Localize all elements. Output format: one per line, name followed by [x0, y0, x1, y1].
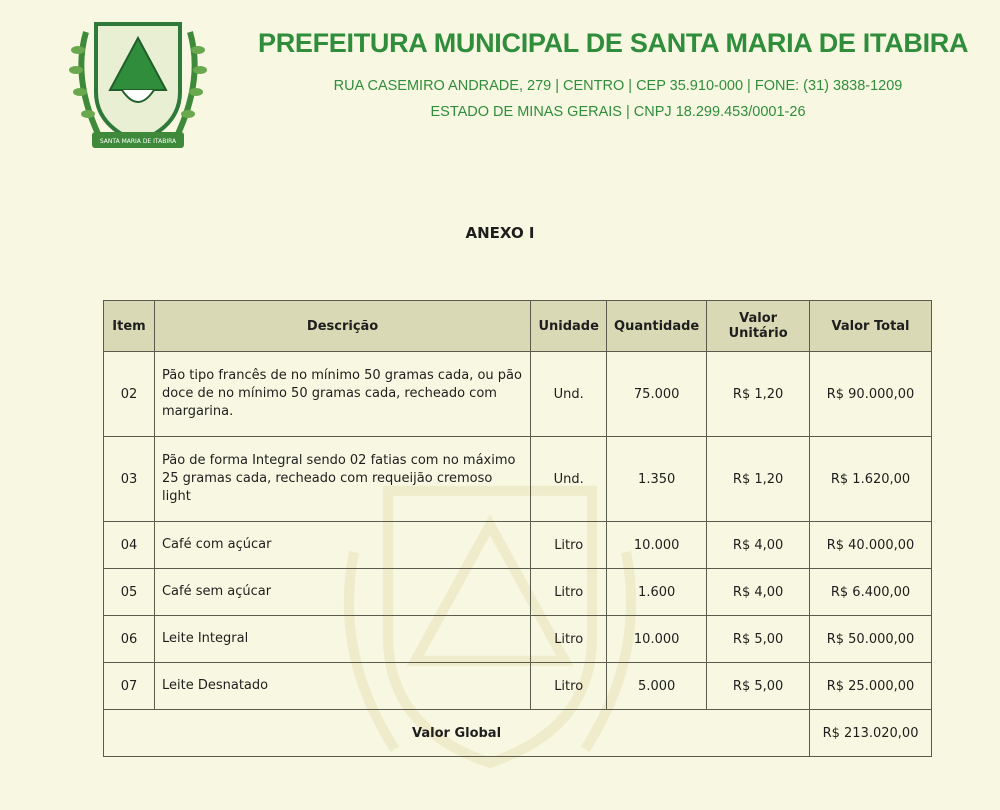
- annex-title: ANEXO I: [465, 224, 535, 242]
- quantity-cell: 5.000: [607, 663, 707, 710]
- quantity-cell: 1.600: [607, 569, 707, 616]
- unit-value-cell: R$ 5,00: [707, 616, 810, 663]
- svg-text:SANTA MARIA DE ITABIRA: SANTA MARIA DE ITABIRA: [99, 138, 177, 145]
- table-header-row: [104, 301, 932, 352]
- unit-cell: Litro: [531, 569, 607, 616]
- total-value-cell: R$ 25.000,00: [810, 663, 932, 710]
- description-cell: Pão de forma Integral sendo 02 fatias com no máximo 25 gramas cada, recheado com requeijão cremoso light: [154, 437, 530, 522]
- header-unit-value: Valor Unitário: [707, 301, 810, 352]
- description-cell: Leite Desnatado: [154, 663, 530, 710]
- global-total-row: [104, 710, 932, 757]
- item-cell: 05: [104, 569, 155, 616]
- item-cell: 02: [104, 352, 155, 437]
- header-item: Item: [104, 301, 155, 352]
- quantity-cell: 1.350: [607, 437, 707, 522]
- description-cell: Leite Integral: [154, 616, 530, 663]
- description-cell: Café sem açúcar: [154, 569, 530, 616]
- header-total-value: Valor Total: [810, 301, 932, 352]
- unit-value-cell: R$ 4,00: [707, 569, 810, 616]
- items-table: [103, 300, 932, 757]
- global-total-label: Valor Global: [104, 710, 810, 757]
- item-cell: 04: [104, 522, 155, 569]
- municipal-crest-logo: [58, 10, 218, 160]
- item-cell: 06: [104, 616, 155, 663]
- unit-cell: Und.: [531, 437, 607, 522]
- item-cell: 03: [104, 437, 155, 522]
- unit-value-cell: R$ 1,20: [707, 437, 810, 522]
- unit-value-cell: R$ 4,00: [707, 522, 810, 569]
- total-value-cell: R$ 6.400,00: [810, 569, 932, 616]
- unit-cell: Und.: [531, 352, 607, 437]
- state-cnpj-line: ESTADO DE MINAS GERAIS | CNPJ 18.299.453/0001-26: [430, 104, 806, 120]
- unit-cell: Litro: [531, 663, 607, 710]
- total-value-cell: R$ 50.000,00: [810, 616, 932, 663]
- item-cell: 07: [104, 663, 155, 710]
- quantity-cell: 75.000: [607, 352, 707, 437]
- header-quantity: Quantidade: [607, 301, 707, 352]
- header-unit: Unidade: [531, 301, 607, 352]
- unit-cell: Litro: [531, 522, 607, 569]
- description-cell: Pão tipo francês de no mínimo 50 gramas cada, ou pão doce de no mínimo 50 gramas cada, recheado com margarina.: [154, 352, 530, 437]
- address-line: RUA CASEMIRO ANDRADE, 279 | CENTRO | CEP 35.910-000 | FONE: (31) 3838-1209: [333, 78, 903, 94]
- table-row: [104, 616, 932, 663]
- description-cell: Café com açúcar: [154, 522, 530, 569]
- table-row: [104, 569, 932, 616]
- unit-value-cell: R$ 1,20: [707, 352, 810, 437]
- table-row: [104, 522, 932, 569]
- total-value-cell: R$ 40.000,00: [810, 522, 932, 569]
- total-value-cell: R$ 1.620,00: [810, 437, 932, 522]
- table-row: [104, 437, 932, 522]
- quantity-cell: 10.000: [607, 616, 707, 663]
- header-description: Descrição: [154, 301, 530, 352]
- total-value-cell: R$ 90.000,00: [810, 352, 932, 437]
- table-row: [104, 352, 932, 437]
- quantity-cell: 10.000: [607, 522, 707, 569]
- global-total-value: R$ 213.020,00: [810, 710, 932, 757]
- table-row: [104, 663, 932, 710]
- page-title: PREFEITURA MUNICIPAL DE SANTA MARIA DE ITABIRA: [258, 28, 969, 58]
- unit-value-cell: R$ 5,00: [707, 663, 810, 710]
- unit-cell: Litro: [531, 616, 607, 663]
